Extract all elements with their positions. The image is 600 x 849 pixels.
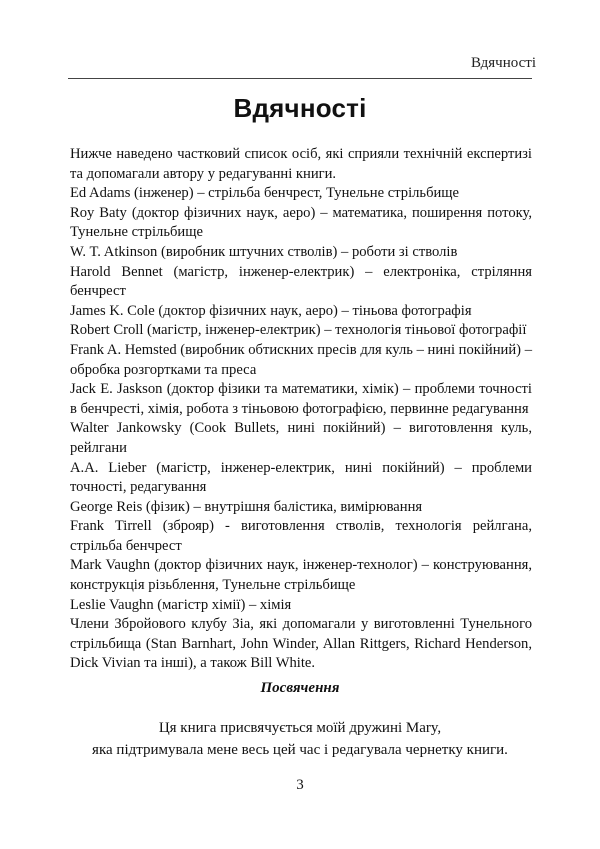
dedication-line: яка підтримувала мене весь цей час і редагувала чернетку книги.: [92, 742, 508, 758]
running-header: Вдячності: [471, 55, 536, 71]
acknowledgement-entry: Roy Baty (доктор фізичних наук, аеро) – математика, поширення потоку, Тунельне стрільбище: [70, 204, 532, 241]
acknowledgement-entry: A.A. Lieber (магістр, інженер-електрик, нині покійний) – проблеми точності, редагування: [70, 459, 532, 496]
acknowledgement-entry: Leslie Vaughn (магістр хімії) – хімія: [70, 596, 292, 613]
dedication-line: Ця книга присвячується моїй дружині Mary,: [158, 720, 442, 736]
page-title: Вдячності: [233, 93, 367, 123]
acknowledgements-body: [70, 145, 532, 674]
acknowledgement-entry: Jack E. Jaskson (доктор фізики та математики, хімік) – проблеми точності в бенчресті, хімія, робота з тіньовою фотографією, первинне редагування: [70, 381, 532, 417]
dedication-title: Посвячення: [260, 680, 340, 696]
acknowledgement-entry: Ed Adams (інженер) – стрільба бенчрест, Тунельне стрільбище: [70, 185, 460, 202]
acknowledgement-entry: Frank A. Hemsted (виробник обтискних пресів для куль – нині покійний) – обробка розгортками та преса: [70, 341, 532, 378]
header-rule: [68, 78, 532, 79]
closing-paragraph: Члени Збройового клубу Зіа, які допомагали у виготовленні Тунельного стрільбища (Stan Barnhart, John Winder, Allan Rittgers, Richard Henderson, Dick Vivian та інші), а також Bill White.: [70, 616, 532, 672]
acknowledgement-entry: George Reis (фізик) – внутрішня балістика, вимірювання: [70, 498, 423, 515]
acknowledgement-entry: Frank Tirrell (зброяр) - виготовлення стволів, технологія рейлгана, стрільба бенчрест: [70, 518, 532, 554]
acknowledgement-entry: Mark Vaughn (доктор фізичних наук, інженер-технолог) – конструювання, конструкція різьблення, Тунельне стрільбище: [70, 557, 532, 594]
acknowledgement-entry: Walter Jankowsky (Cook Bullets, нині покійний) – виготовлення куль, рейлгани: [70, 420, 532, 456]
page-number: 3: [296, 777, 304, 793]
intro-paragraph: Нижче наведено частковий список осіб, які сприяли технічній експертизі та допомагали автору у редагуванні книги.: [70, 146, 532, 182]
acknowledgement-entry: Harold Bennet (магістр, інженер-електрик) – електроніка, стріляння бенчрест: [70, 263, 532, 300]
acknowledgement-entry: W. T. Atkinson (виробник штучних стволів) – роботи зі стволів: [70, 243, 458, 260]
dedication-text: [0, 717, 600, 761]
acknowledgement-entry: James K. Cole (доктор фізичних наук, аеро) – тіньова фотографія: [70, 302, 472, 319]
acknowledgement-entry: Robert Croll (магістр, інженер-електрик) – технологія тіньової фотографії: [70, 322, 527, 339]
